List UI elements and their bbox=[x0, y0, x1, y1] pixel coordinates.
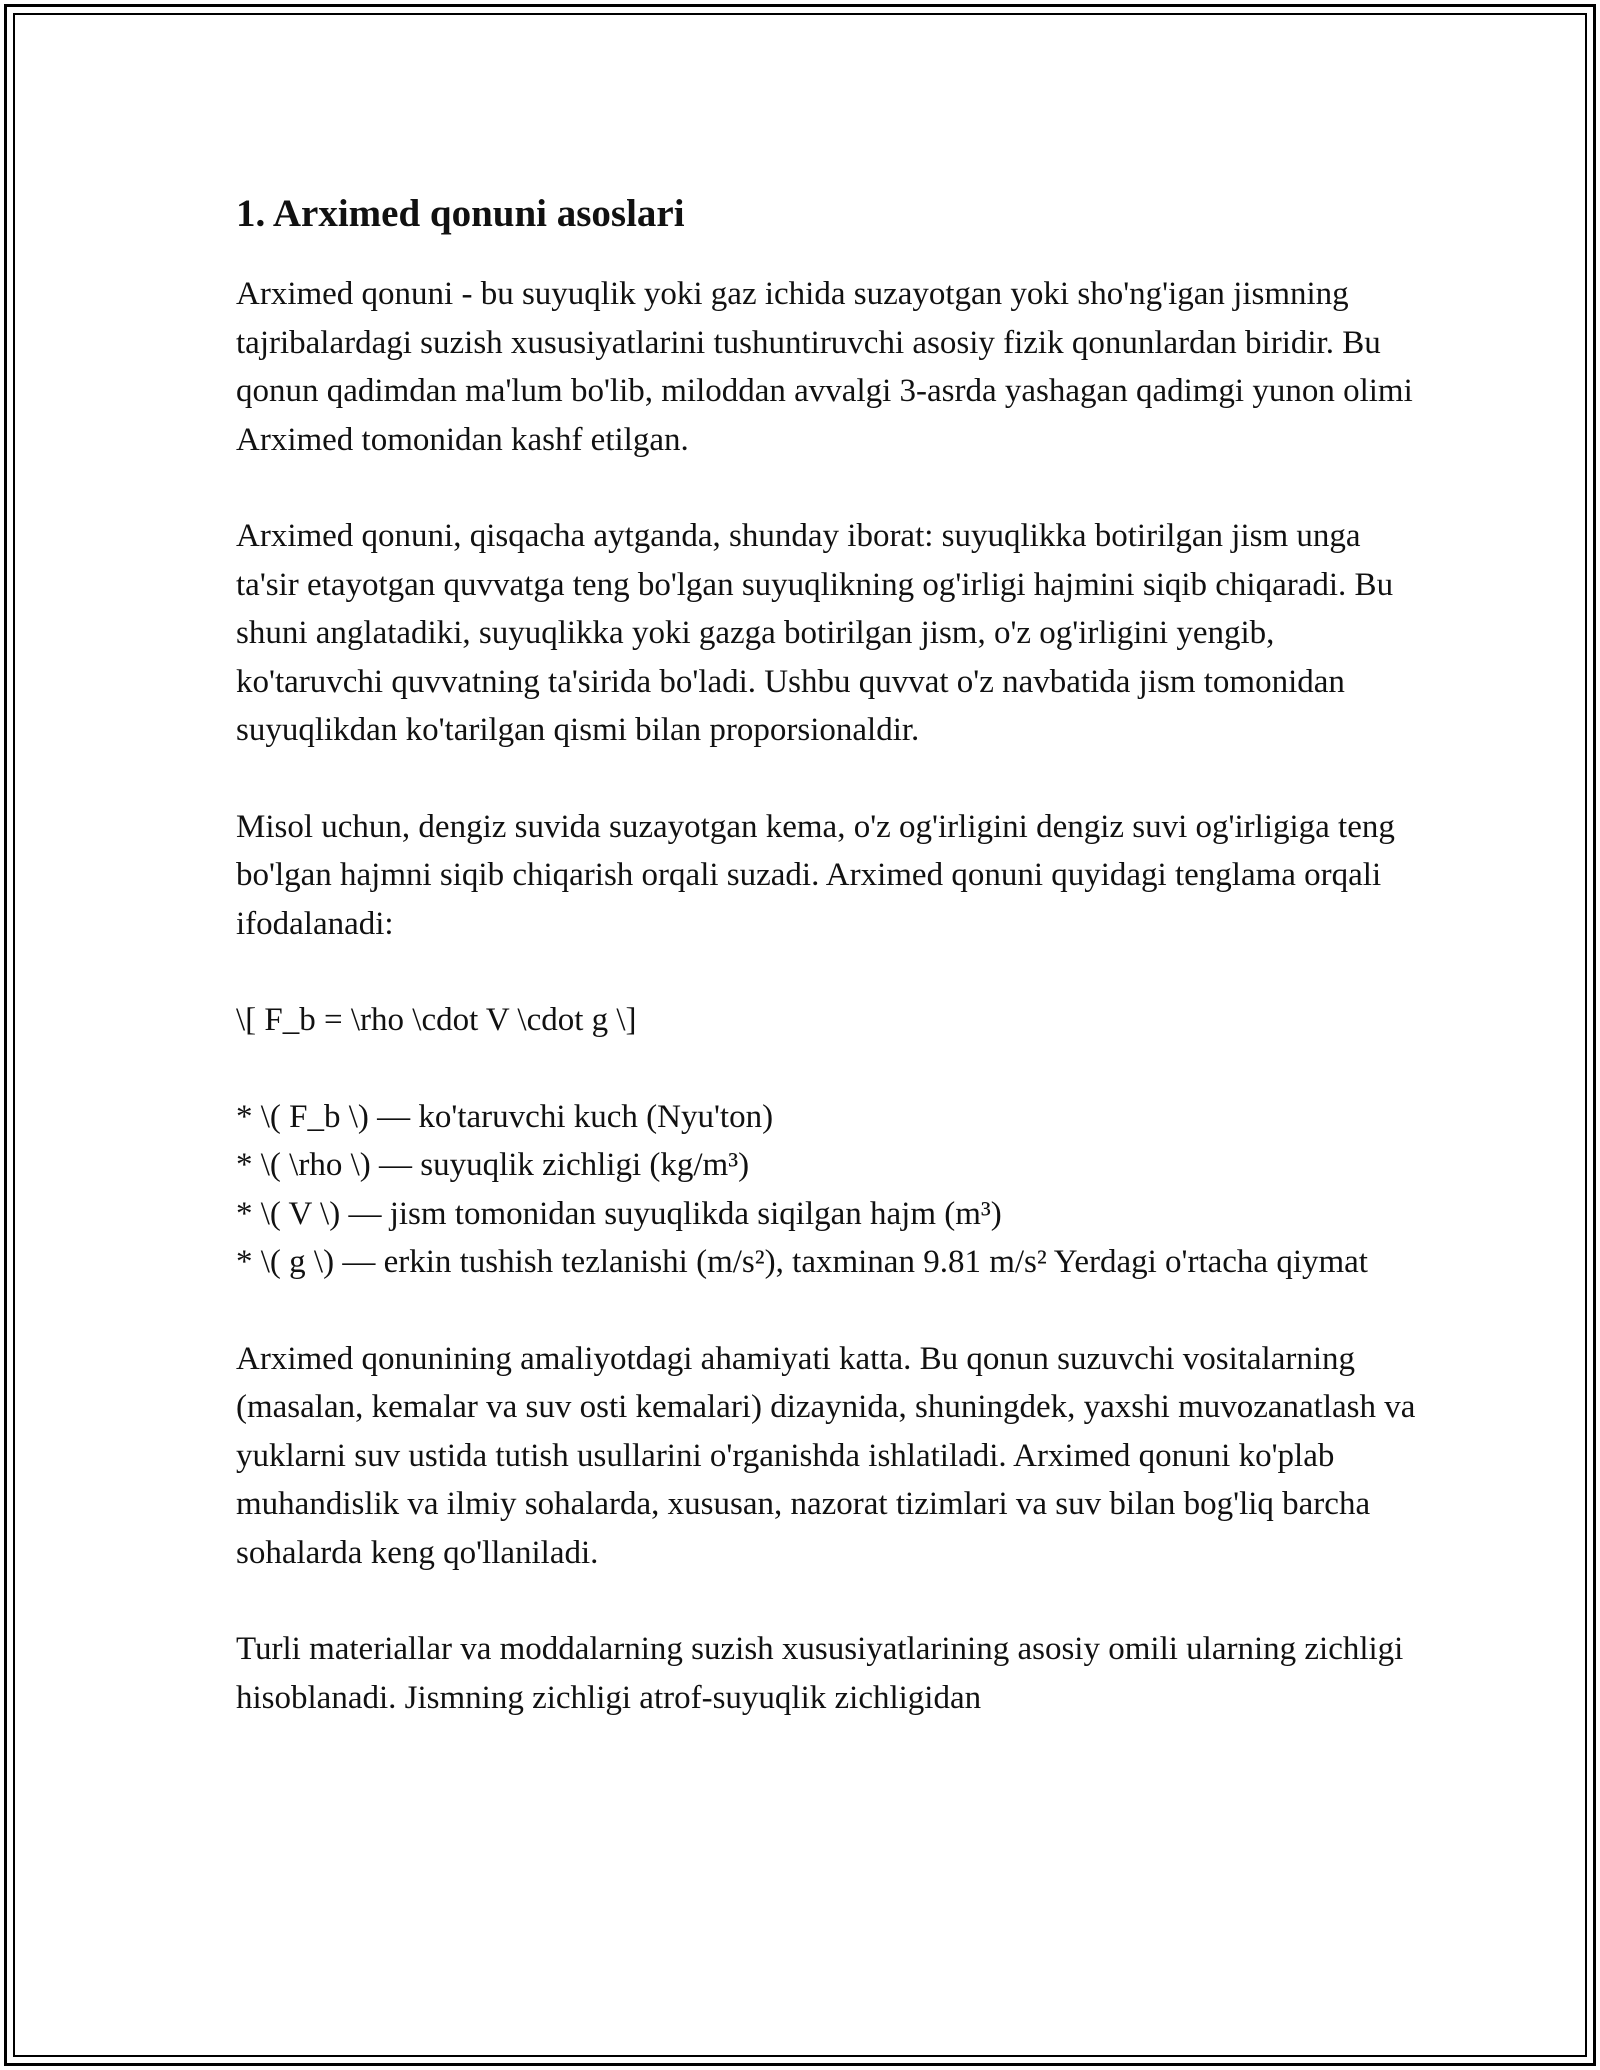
definition-item: * \( V \) — jism tomonidan suyuqlikda siqilgan hajm (m³) bbox=[236, 1195, 1002, 1232]
definition-item: * \( F_b \) — ko'taruvchi kuch (Nyu'ton) bbox=[236, 1098, 774, 1135]
definition-item: * \( g \) — erkin tushish tezlanishi (m/s²), taxminan 9.81 m/s² Yerdagi o'rtacha qiymat bbox=[236, 1244, 1368, 1280]
definition-item: * \( \rho \) — suyuqlik zichligi (kg/m³) bbox=[236, 1147, 750, 1183]
document-body bbox=[236, 186, 1416, 1770]
paragraph-definition: Arximed qonuni, qisqacha aytganda, shunday iborat: suyuqlikka botirilgan jism unga ta'sir etayotgan quvvatga teng bo'lgan suyuqlikning og'irligi hajmini siqib chiqaradi. Bu shuni anglatadiki, suyuqlikka yoki gazga botirilgan jism, o'z og'irligini yengib, ko'taruvchi quvvatning ta'sirida bo'ladi. Ushbu quvvat o'z navbatida jism tomonidan suyuqlikdan ko'tarilgan qismi bilan proporsionaldir. bbox=[236, 518, 1394, 748]
section-title: 1. Arximed qonuni asoslari bbox=[236, 192, 685, 235]
paragraph-example: Misol uchun, dengiz suvida suzayotgan kema, o'z og'irligini dengiz suvi og'irligiga teng bo'lgan hajmni siqib chiqarish orqali suzadi. Arximed qonuni quyidagi tenglama orqali ifodalanadi: bbox=[236, 808, 1395, 942]
formula: \[ F_b = \rho \cdot V \cdot g \] bbox=[236, 1002, 637, 1038]
paragraph-density: Turli materiallar va moddalarning suzish xususiyatlarining asosiy omili ularning zichligi hisoblanadi. Jismning zichligi atrof-suyuqlik zichligidan bbox=[236, 1631, 1404, 1716]
formula-definitions bbox=[236, 1093, 1416, 1287]
paragraph-applications: Arximed qonunining amaliyotdagi ahamiyati katta. Bu qonun suzuvchi vositalarning (masalan, kemalar va suv osti kemalari) dizaynida, shuningdek, yaxshi muvozanatlash va yuklarni suv ustida tutish usullarini o'rganishda ishlatiladi. Arximed qonuni ko'plab muhandislik va ilmiy sohalarda, xususan, nazorat tizimlari va suv bilan bog'liq barcha sohalarda keng qo'llaniladi. bbox=[236, 1340, 1416, 1571]
paragraph-intro: Arximed qonuni - bu suyuqlik yoki gaz ichida suzayotgan yoki sho'ng'igan jismning tajribalardagi suzish xususiyatlarini tushuntiruvchi asosiy fizik qonunlardan biridir. Bu qonun qadimdan ma'lum bo'lib, miloddan avvalgi 3-asrda yashagan qadimgi yunon olimi Arximed tomonidan kashf etilgan. bbox=[236, 276, 1413, 458]
